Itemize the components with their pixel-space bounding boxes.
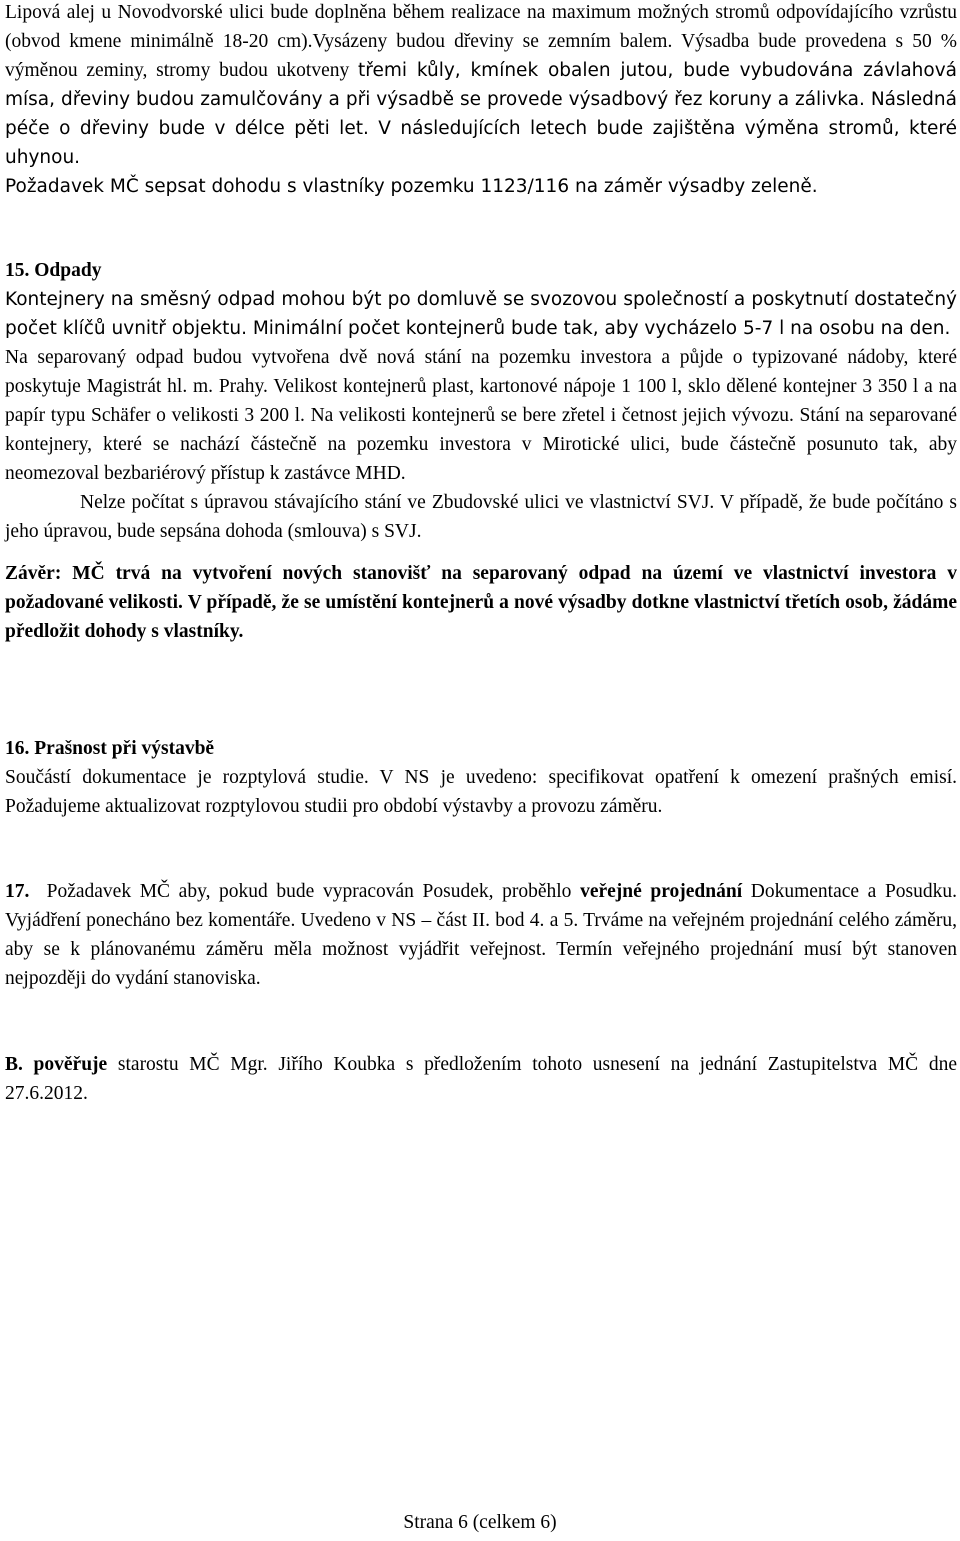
section-15-heading: 15. Odpady xyxy=(5,260,102,281)
section-b xyxy=(5,1050,957,1108)
intro-block xyxy=(5,0,957,201)
section-15-paragraph-2: Na separovaný odpad budou vytvořena dvě nová stání na pozemku investora a půjde o typizované nádoby, které poskytuje Magistrát hl. m. Prahy. Velikost kontejnerů plast, kartonové nápoje 1 100 l, sklo dělené kontejner 3 350 l a na papír typu Schäfer o velikosti 3 200 l. Na velikosti kontejnerů se bere zřetel i četnost jejich vývozu. Stání na separované kontejnery, které se nachází částečně na pozemku investora v Mirotické ulici, bude částečně posunuto tak, aby neomezoval bezbariérový přístup k zastávce MHD. xyxy=(5,347,957,484)
intro-paragraph-1 xyxy=(5,0,957,172)
section-15-paragraph-1: Kontejnery na směsný odpad mohou být po domluvě se svozovou společností a poskytnutí dostatečný počet klíčů uvnitř objektu. Minimální počet kontejnerů bude tak, aby vycházelo 5-7 l na osobu na den. xyxy=(5,289,957,339)
section-16 xyxy=(5,734,957,821)
section-15-conclusion: Závěr: MČ trvá na vytvoření nových stanovišť na separovaný odpad na území ve vlastnictví investora v požadované velikosti. V případě, že se umístění kontejnerů a nové výsadby dotkne vlastnictví třetích osob, žádáme předložit dohody s vlastníky. xyxy=(5,563,957,642)
section-17-text-b: Dokumentace a Posudku. Vyjádření ponecháno bez komentáře. Uvedeno v NS – část II. bod 4. a 5. Trváme na veřejném projednání celého záměru, aby se k plánovanému záměru měla možnost vyjádřit veřejnost. Termín veřejného projednání musí být stanoven nejpozději do vydání stanoviska. xyxy=(5,881,958,989)
section-17 xyxy=(5,877,957,993)
section-16-paragraph: Součástí dokumentace je rozptylová studie. V NS je uvedeno: specifikovat opatření k omezení prašných emisí. Požadujeme aktualizovat rozptylovou studii pro období výstavby a provozu záměru. xyxy=(5,767,957,817)
intro-line-1: Lipová alej u Novodvorské ulici bude doplněna během realizace na maximum možných stromů odpovídajícího vzrůstu (obvod kmene minimálně 18-20 cm).Vysázeny budou dřeviny se zemním balem. xyxy=(5,2,957,52)
section-17-number: 17. xyxy=(5,881,30,902)
section-b-paragraph xyxy=(5,1050,957,1108)
section-15 xyxy=(5,256,957,646)
section-17-text-a: Požadavek MČ aby, pokud bude vypracován Posudek, proběhlo xyxy=(46,881,572,902)
intro-line-3: třemi kůly, kmínek obalen jutou, bude vybudována závlahová mísa, dřeviny budou zamulčovány a při výsadbě se provede výsadbový řez koruny a zálivka. Následná péče o dřeviny bude v délce pěti let. V následujících letech bude zajištěna výměna stromů, které uhynou. xyxy=(5,60,957,168)
section-17-paragraph xyxy=(5,877,957,993)
section-b-label: B. pověřuje xyxy=(5,1054,108,1075)
page-footer: Strana 6 (celkem 6) xyxy=(403,1512,557,1533)
section-b-text: starostu MČ Mgr. Jiřího Koubka s předložením tohoto usnesení na jednání Zastupitelstva MČ dne 27.6.2012. xyxy=(5,1054,958,1104)
section-16-heading: 16. Prašnost při výstavbě xyxy=(5,738,215,759)
section-17-bold: veřejné projednání xyxy=(580,881,743,902)
intro-request: Požadavek MČ sepsat dohodu s vlastníky pozemku 1123/116 na záměr výsadby zeleně. xyxy=(5,176,818,197)
section-15-paragraph-3: Nelze počítat s úpravou stávajícího stání ve Zbudovské ulici ve vlastnictví SVJ. V případě, že bude počítáno s jeho úpravou, bude sepsána dohoda (smlouva) s SVJ. xyxy=(5,492,957,542)
intro-line-2: Výsadba bude provedena s 50 % výměnou zeminy, stromy budou ukotveny xyxy=(5,31,957,81)
